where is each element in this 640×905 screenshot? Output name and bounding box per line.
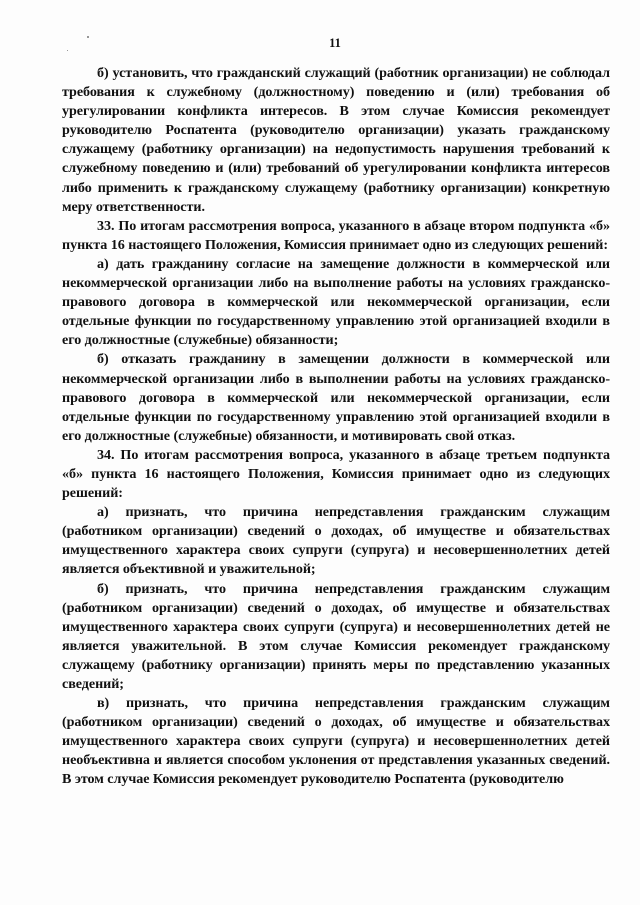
paragraph-34c-evasion: в) признать, что причина непредставления гражданским служащим (работником организации) сведений о доходах, об имуществе и обязательствах имущественного характера своих супруги (супруга) и несовершеннолетних детей необъективна и является способом уклонения от представления указанных сведений. В этом случае Комиссия рекомендует руководителю Роспатента (руководителю xyxy=(62,695,610,788)
paragraph-34a-objective: а) признать, что причина непредставления гражданским служащим (работником организации) сведений о доходах, об имуществе и обязательствах имущественного характера своих супруги (супруга) и несовершеннолетних детей является объективной и уважительной; xyxy=(62,504,610,578)
paragraph-33a-consent: а) дать гражданину согласие на замещение должности в коммерческой или некоммерческой организации либо на выполнение работы на условиях гражданско-правового договора в коммерческой или некоммерческой организации, если отдельные функции по государственному управлению этой организацией входили в его должностные (служебные) обязанности; xyxy=(62,255,610,349)
paragraph-34-intro: 34. По итогам рассмотрения вопроса, указанного в абзаце третьем подпункта «б» пункта 16 настоящего Положения, Комиссия принимает одно из следующих решений: xyxy=(62,446,610,502)
paragraph-33b-refusal: б) отказать гражданину в замещении должности в коммерческой или некоммерческой организации либо в выполнении работы на условиях гражданско-правового договора в коммерческой или некоммерческой организации, если отдельные функции по государственному управлению этой организацией входили в его должностные (служебные) обязанности, и мотивировать свой отказ. xyxy=(62,351,610,444)
paragraph-34b-not-valid: б) признать, что причина непредставления гражданским служащим (работником организации) сведений о доходах, об имуществе и обязательствах имущественного характера своих супруги (супруга) и несовершеннолетних детей не является уважительной. В этом случае Комиссия рекомендует гражданскому служащему (работнику организации) принять меры по представлению указанных сведений; xyxy=(62,580,610,692)
document-body xyxy=(62,64,610,790)
paragraph-33-intro: 33. По итогам рассмотрения вопроса, указанного в абзаце втором подпункта «б» пункта 16 настоящего Положения, Комиссия принимает одно из следующих решений: xyxy=(62,217,610,253)
page-number: 11 xyxy=(329,36,341,50)
paragraph-1b-establish-violation: б) установить, что гражданский служащий (работник организации) не соблюдал требования к служебному (должностному) поведению и (или) требования об урегулировании конфликта интересов. В этом случае Комиссия рекомендует руководителю Роспатента (руководителю организации) указать гражданскому служащему (работнику организации) на недопустимость нарушения требований к служебному поведению и (или) требований об урегулировании конфликта интересов либо применить к гражданскому служащему (работнику организации) конкретную меру ответственности. xyxy=(62,65,610,215)
